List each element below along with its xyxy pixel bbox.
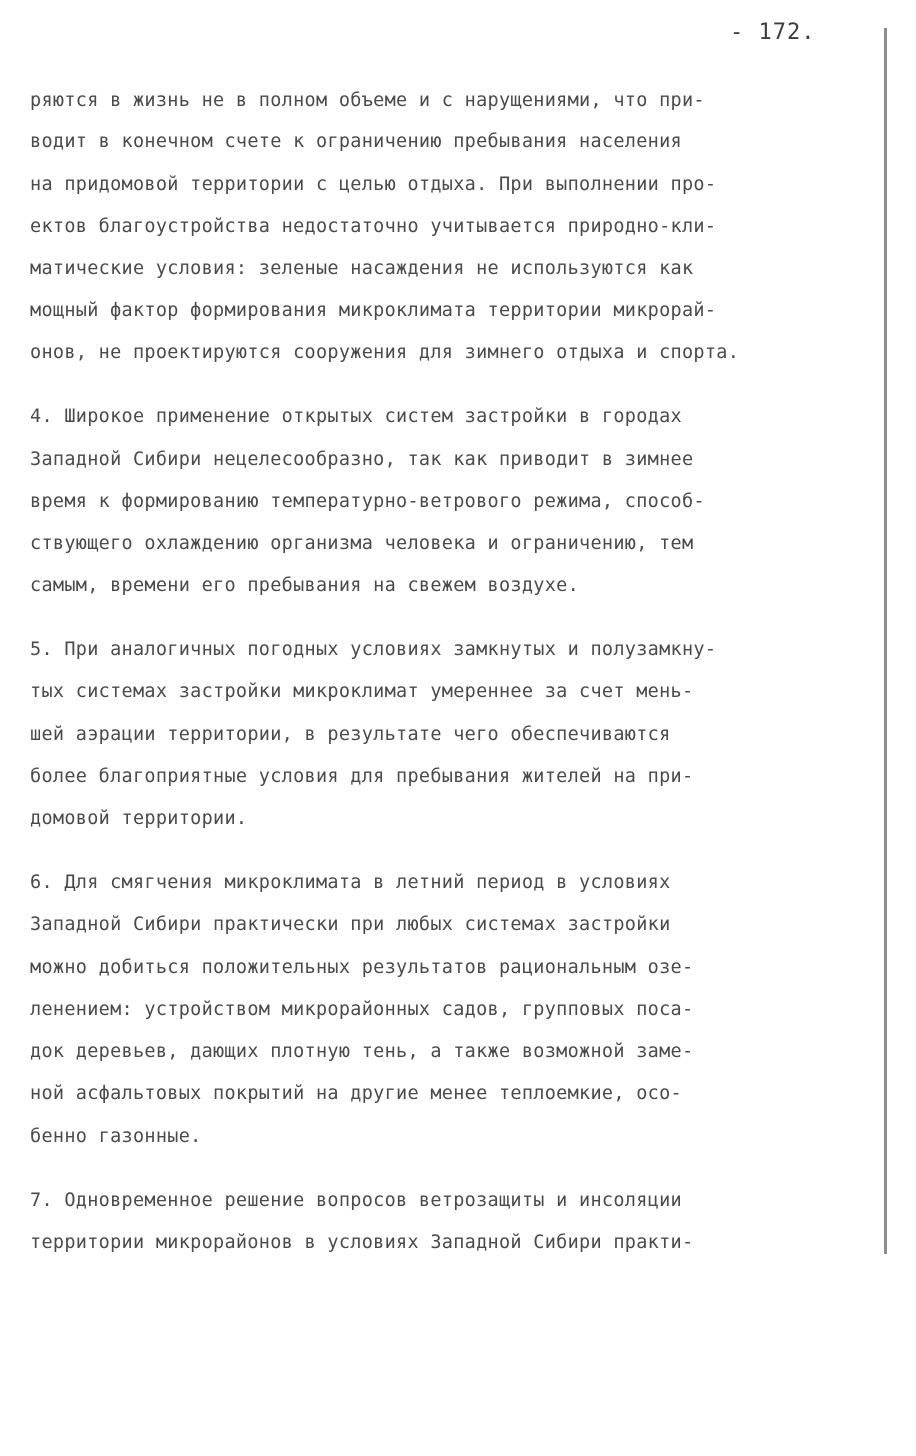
text-line: 4. Широкое применение открытых систем застройки в городах	[30, 406, 682, 427]
text-line: шей аэрации территории, в результате чего обеспечиваются	[30, 724, 671, 745]
page-number: - 172.	[730, 20, 816, 45]
text-line: ствующего охлаждению организма человека и ограничению, тем	[30, 533, 694, 554]
text-line: на придомовой территории с целью отдыха. При выполнении про-	[30, 174, 717, 195]
text-line: ектов благоустройства недостаточно учитывается природно-кли-	[30, 216, 717, 237]
text-line: тых системах застройки микроклимат умереннее за счет мень-	[30, 681, 694, 702]
text-line: территории микрорайонов в условиях Западной Сибири практи-	[30, 1232, 694, 1253]
text-line: можно добиться положительных результатов рациональным озе-	[30, 957, 694, 978]
text-line: 7. Одновременное решение вопросов ветрозащиты и инсоляции	[30, 1190, 682, 1211]
text-line: ной асфальтовых покрытий на другие менее теплоемкие, осо-	[30, 1083, 682, 1104]
text-line: водит в конечном счете к ограничению пребывания населения	[30, 131, 682, 152]
margin-rule	[884, 28, 887, 1254]
text-line: ленением: устройством микрорайонных садов, групповых поса-	[30, 999, 694, 1020]
text-line: док деревьев, дающих плотную тень, а также возможной заме-	[30, 1041, 694, 1062]
text-line: время к формированию температурно-ветрового режима, способ-	[30, 491, 705, 512]
text-line: более благоприятные условия для пребывания жителей на при-	[30, 766, 694, 787]
text-line: ряются в жизнь не в полном объеме и с нарущениями, что при-	[30, 90, 705, 111]
text-line: мощный фактор формирования микроклимата территории микрорай-	[30, 300, 717, 321]
text-line: матические условия: зеленые насаждения не используются как	[30, 258, 694, 279]
text-line: Западной Сибири нецелесообразно, так как приводит в зимнее	[30, 449, 694, 470]
text-line: Западной Сибири практически при любых системах застройки	[30, 914, 671, 935]
text-line: 6. Для смягчения микроклимата в летний период в условиях	[30, 872, 671, 893]
text-line: домовой территории.	[30, 808, 248, 829]
text-line: самым, времени его пребывания на свежем воздухе.	[30, 575, 580, 596]
text-line: онов, не проектируются сооружения для зимнего отдыха и спорта.	[30, 342, 740, 363]
text-line: бенно газонные.	[30, 1126, 202, 1147]
text-line: 5. При аналогичных погодных условиях замкнутых и полузамкну-	[30, 639, 717, 660]
